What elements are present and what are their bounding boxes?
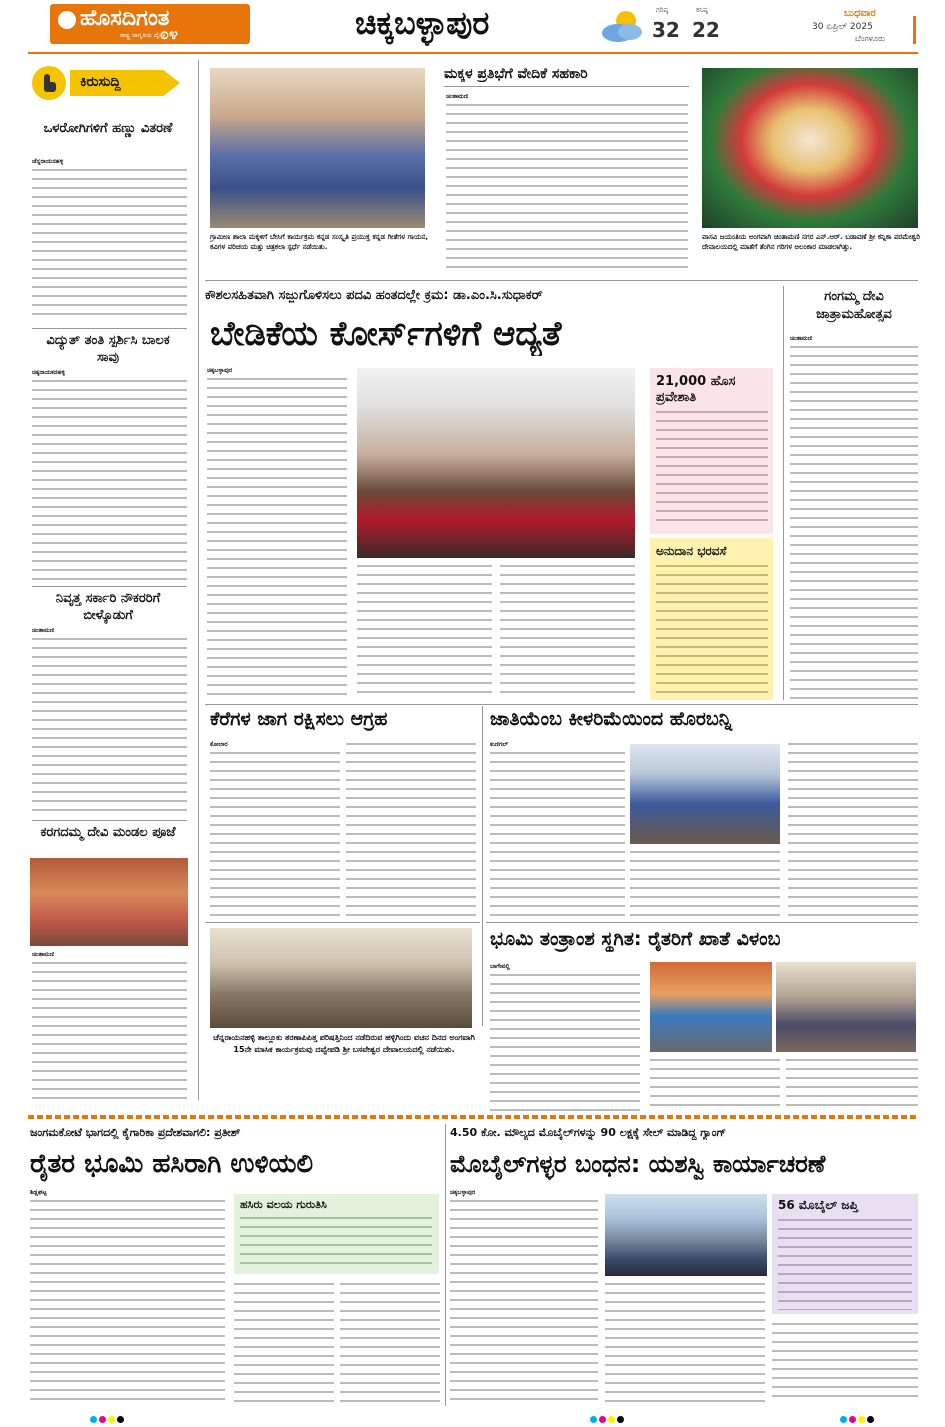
- bhoomi-body-col1: [490, 971, 640, 1111]
- bhoomi-headline: ಭೂಮಿ ತಂತ್ರಾಂಶ ಸ್ಥಗಿತ: ರೈತರಿಗೆ ಖಾತೆ ವಿಳಂಬ: [490, 928, 781, 950]
- bhoomi-body-col2: [650, 1056, 780, 1111]
- info-box-seized: [772, 1194, 918, 1314]
- info-box-body: [778, 1216, 912, 1310]
- ribbon-cutting-photo: [357, 368, 635, 558]
- bottom-left-body-col3: [340, 1280, 440, 1403]
- city-title: ಚಿಕ್ಕಬಳ್ಳಾಪುರ: [355, 4, 490, 42]
- masthead-rule: [28, 52, 918, 54]
- divider: [32, 820, 187, 821]
- section-rule: [205, 280, 918, 281]
- story-headline: ಮಕ್ಕಳ ಪ್ರತಿಭೆಗೆ ವೇದಿಕೆ ಸಹಕಾರಿ: [444, 66, 588, 82]
- info-box-admissions: [650, 368, 773, 534]
- kerege-body-col1: [210, 749, 340, 917]
- bhoomi-photo-2: [776, 962, 916, 1052]
- sidebar-item-dateline: ಚೆನ್ನರಾಯನಹಳ್ಳಿ: [32, 158, 64, 165]
- paper-name: ಹೊಸದಿಗಂತ: [80, 6, 170, 31]
- jaati-body-col3: [788, 740, 918, 919]
- sidebar-item-headline: ನಿವೃತ್ತ ಸರ್ಕಾರಿ ನೌಕರರಿಗೆ ಬೀಳ್ಕೊಡುಗೆ: [55, 591, 161, 623]
- logo-block: [50, 4, 250, 44]
- edge-bar: [913, 16, 916, 44]
- sidebar-item-dateline: ಚಿಂತಾಮಣಿ: [32, 627, 54, 634]
- temp-max: 32: [652, 18, 680, 42]
- date: 30 ಏಪ್ರಿಲ್ 2025: [812, 22, 873, 32]
- photo-caption: ಚೆನ್ನರಾಯನಹಳ್ಳಿ ತಾಲ್ಲೂಕು ತರಣಾಪಿಪಿತ್ತ ಪರಿಷತ್ತಿನಿಂದ ನಡೆದಿರುವ ಹಳ್ಳಿಗಿಂದು ವಚನ ದಿನದ ಅಂಗವಾಗಿ 15ನೇ ಮಾಸಿಕ ಕಾರ್ಯಕ್ರಮವು ದವ್ವೇಪಡಿ ಶ್ರೀ ಬಸವೇಶ್ವರ ದೇವಾಲಯದಲ್ಲಿ ನಡೆಯಿತು.: [213, 1033, 475, 1054]
- photo-caption: ಗ್ರಾಮೀಣ ಶಾಲಾ ಮಕ್ಕಳಿಗೆ ಬೇಸಿಗೆ ಕಾರ್ಯಕ್ರಮ ಕನ್ನಡ ಸಂಸ್ಕೃತಿ ಪ್ರಯುಕ್ತ ಕನ್ನಡ ಗೀತೆಗಳ ಗಾಯನ, ಕವಿಗಳ ಪರಿಚಯ ಮತ್ತು ಚಿತ್ರಕಲಾ ಸ್ಪರ್ಧೆ ನಡೆಯಿತು.: [210, 233, 428, 251]
- section-label: ಕಿರುಸುದ್ದಿ: [80, 74, 121, 90]
- info-box-title: 56 ಮೊಬೈಲ್ ಜಪ್ತಿ: [778, 1198, 859, 1212]
- weather-icon: [596, 8, 648, 44]
- vasavi-idol-photo: [702, 68, 918, 228]
- divider: [205, 922, 480, 923]
- info-box-grant: [650, 538, 773, 700]
- info-box-green-zone: [234, 1194, 439, 1274]
- info-box-body: [240, 1214, 432, 1270]
- sidebar-item-dateline: ಚಿಂತಾಮಣಿ: [32, 951, 54, 958]
- lead-kicker: ಕೌಶಲಸಹಿತವಾಗಿ ಸಜ್ಜುಗೊಳಿಸಲು ಪದವಿ ಹಂತದಲ್ಲೇ ಕ್ರಮ: ಡಾ.ಎಂ.ಸಿ.ಸುಧಾಕರ್: [205, 288, 543, 303]
- right-col-body: [790, 343, 918, 700]
- bhoomi-dateline: ಬಾಗೇಪಲ್ಲಿ: [490, 963, 510, 970]
- info-box-title: ಹಸಿರು ವಲಯ ಗುರುತಿಸಿ: [240, 1198, 327, 1211]
- jaati-body-col1: [490, 749, 625, 919]
- sidebar-item-headline: ವಿದ್ಯುತ್ ತಂತಿ ಸ್ಪರ್ಶಿಸಿ ಬಾಲಕ ಸಾವು: [46, 333, 170, 365]
- story-body: [446, 101, 688, 271]
- tagline: ರಾಷ್ಟ್ರ ಜಾಗೃತಿಯ ದೈನಿಕ: [120, 32, 166, 39]
- story-dateline: ಚಿಂತಾಮಣಿ: [446, 93, 468, 100]
- sidebar-photo: [30, 858, 188, 946]
- sidebar-item-headline: ಒಳರೋಗಿಗಳಿಗೆ ಹಣ್ಣು ವಿತರಣೆ: [43, 121, 173, 136]
- lead-headline: ಬೇಡಿಕೆಯ ಕೋರ್ಸ್‌ಗಳಿಗೆ ಆದ್ಯತೆ: [210, 314, 562, 354]
- sidebar-item-body: [32, 959, 187, 1099]
- bottom-right-dateline: ಚಿಕ್ಕಬಳ್ಳಾಪುರ: [450, 1189, 476, 1196]
- divider: [32, 586, 187, 587]
- right-col-divider: [783, 286, 784, 700]
- sidebar-item-headline: ಕರಗದಮ್ಮ ದೇವಿ ಮಂಡಲ ಪೂಜೆ: [40, 825, 176, 840]
- lead-body-col1: [207, 375, 347, 700]
- column-divider: [445, 1124, 446, 1406]
- temp-min-label: ಕನಿಷ್ಠ: [696, 6, 708, 14]
- section-separator: [28, 1115, 918, 1119]
- divider: [32, 328, 187, 329]
- school-children-photo: [210, 68, 425, 228]
- sidebar-divider: [198, 60, 199, 1100]
- weekday: ಬುಧವಾರ: [844, 8, 876, 19]
- column-divider: [482, 706, 483, 1026]
- sidebar-item-body: [32, 377, 187, 580]
- kerege-dateline: ಕೋಲಾರ: [210, 741, 228, 748]
- lead-body-col3: [500, 562, 635, 700]
- info-box-title: ಅನುದಾನ ಭರವಸೆ: [656, 544, 727, 558]
- sidebar-item-body: [32, 635, 187, 815]
- bottom-right-body-col3: [772, 1320, 918, 1403]
- jaati-event-photo: [630, 744, 780, 844]
- kerege-headline: ಕೆರೆಗಳ ಜಾಗ ರಕ್ಷಿಸಲು ಆಗ್ರಹ: [210, 708, 388, 730]
- police-mobiles-photo: [605, 1194, 767, 1276]
- bhoomi-body-col3: [786, 1056, 918, 1111]
- divider: [486, 922, 918, 923]
- sidebar: [28, 60, 193, 1100]
- page-number: ೦೪: [160, 24, 178, 43]
- bottom-right-body-col2: [605, 1280, 765, 1403]
- edition-city: ಬೆಂಗಳೂರು: [855, 34, 885, 43]
- kerege-body-col2: [346, 740, 476, 917]
- meeting-photo: [210, 928, 472, 1028]
- bottom-left-kicker: ಜಂಗಮಕೋಟೆ ಭಾಗದಲ್ಲಿ ಕೈಗಾರಿಕಾ ಪ್ರದೇಶವಾಗಲಿ: ಪ್ರತೀಶ್: [30, 1126, 241, 1139]
- right-col-headline: ಗಂಗಮ್ಮ ದೇವಿ ಜಾತ್ರಾಮಹೋತ್ಸವ: [816, 289, 892, 322]
- info-box-body: [656, 408, 768, 528]
- masthead: [0, 0, 945, 52]
- lead-dateline: ಚಿಕ್ಕಬಳ್ಳಾಪುರ: [207, 367, 233, 374]
- sidebar-header: [28, 64, 188, 100]
- right-col-dateline: ಚಿಂತಾಮಣಿ: [790, 335, 812, 342]
- jaati-headline: ಜಾತಿಯೆಂಬ ಕೀಳರಿಮೆಯಿಂದ ಹೊರಬನ್ನಿ: [490, 708, 732, 730]
- bhoomi-photo: [650, 962, 772, 1052]
- info-box-title: 21,000 ಹೊಸ ಪ್ರವೇಶಾತಿ: [656, 374, 736, 405]
- photo-caption: ವಾಸವಿ ಜಯಂತಿಯ ಅಂಗವಾಗಿ ಚಿಂತಾಮಣಿ ನಗರ ಎನ್.ಆರ್. ಬಡಾವಣೆ ಶ್ರೀ ಕನ್ನಿಕಾ ಪರಮೇಶ್ವರಿ ದೇವಾಲಯದಲ್ಲಿ ಮಾತೆಗೆ ತೆಂಗಿನ ಗರಿಗಳ ಅಲಂಕಾರ ಮಾಡಲಾಗಿತ್ತು.: [702, 233, 920, 251]
- bottom-right-headline: ಮೊಬೈಲ್‌ಗಳ್ಳರ ಬಂಧನ: ಯಶಸ್ವಿ ಕಾರ್ಯಾಚರಣೆ: [450, 1150, 826, 1178]
- hand-pointer-icon: [32, 66, 66, 100]
- bottom-right-body-col1: [450, 1197, 598, 1403]
- logo-emblem-icon: [58, 11, 76, 29]
- section-rule: [205, 704, 918, 705]
- jaati-body-col2: [630, 848, 780, 919]
- jaati-dateline: ಕುಣಿಗಲ್: [490, 741, 508, 748]
- bottom-left-headline: ರೈತರ ಭೂಮಿ ಹಸಿರಾಗಿ ಉಳಿಯಲಿ: [30, 1149, 314, 1179]
- temp-min: 22: [692, 18, 720, 42]
- lead-body-col2: [357, 562, 492, 700]
- bottom-left-body-col1: [30, 1197, 225, 1403]
- bottom-left-body-col2: [234, 1280, 334, 1403]
- sidebar-item-body: [32, 166, 187, 322]
- info-box-body: [656, 562, 768, 696]
- sidebar-item-dateline: ಚಿಕ್ಕನಾಯಕನಹಳ್ಳಿ: [32, 369, 66, 376]
- bottom-right-kicker: 4.50 ಕೋ. ಮೌಲ್ಯದ ಮೊಬೈಲ್‌ಗಳನ್ನು 90 ಲಕ್ಷಕ್ಕೆ ಸೇಲ್ ಮಾಡಿದ್ದ ಗ್ಯಾಂಗ್: [450, 1126, 726, 1139]
- bottom-left-dateline: ಶಿಡ್ಲಘಟ್ಟ: [30, 1189, 47, 1196]
- divider: [444, 86, 689, 87]
- temp-max-label: ಗರಿಷ್ಠ: [656, 6, 669, 14]
